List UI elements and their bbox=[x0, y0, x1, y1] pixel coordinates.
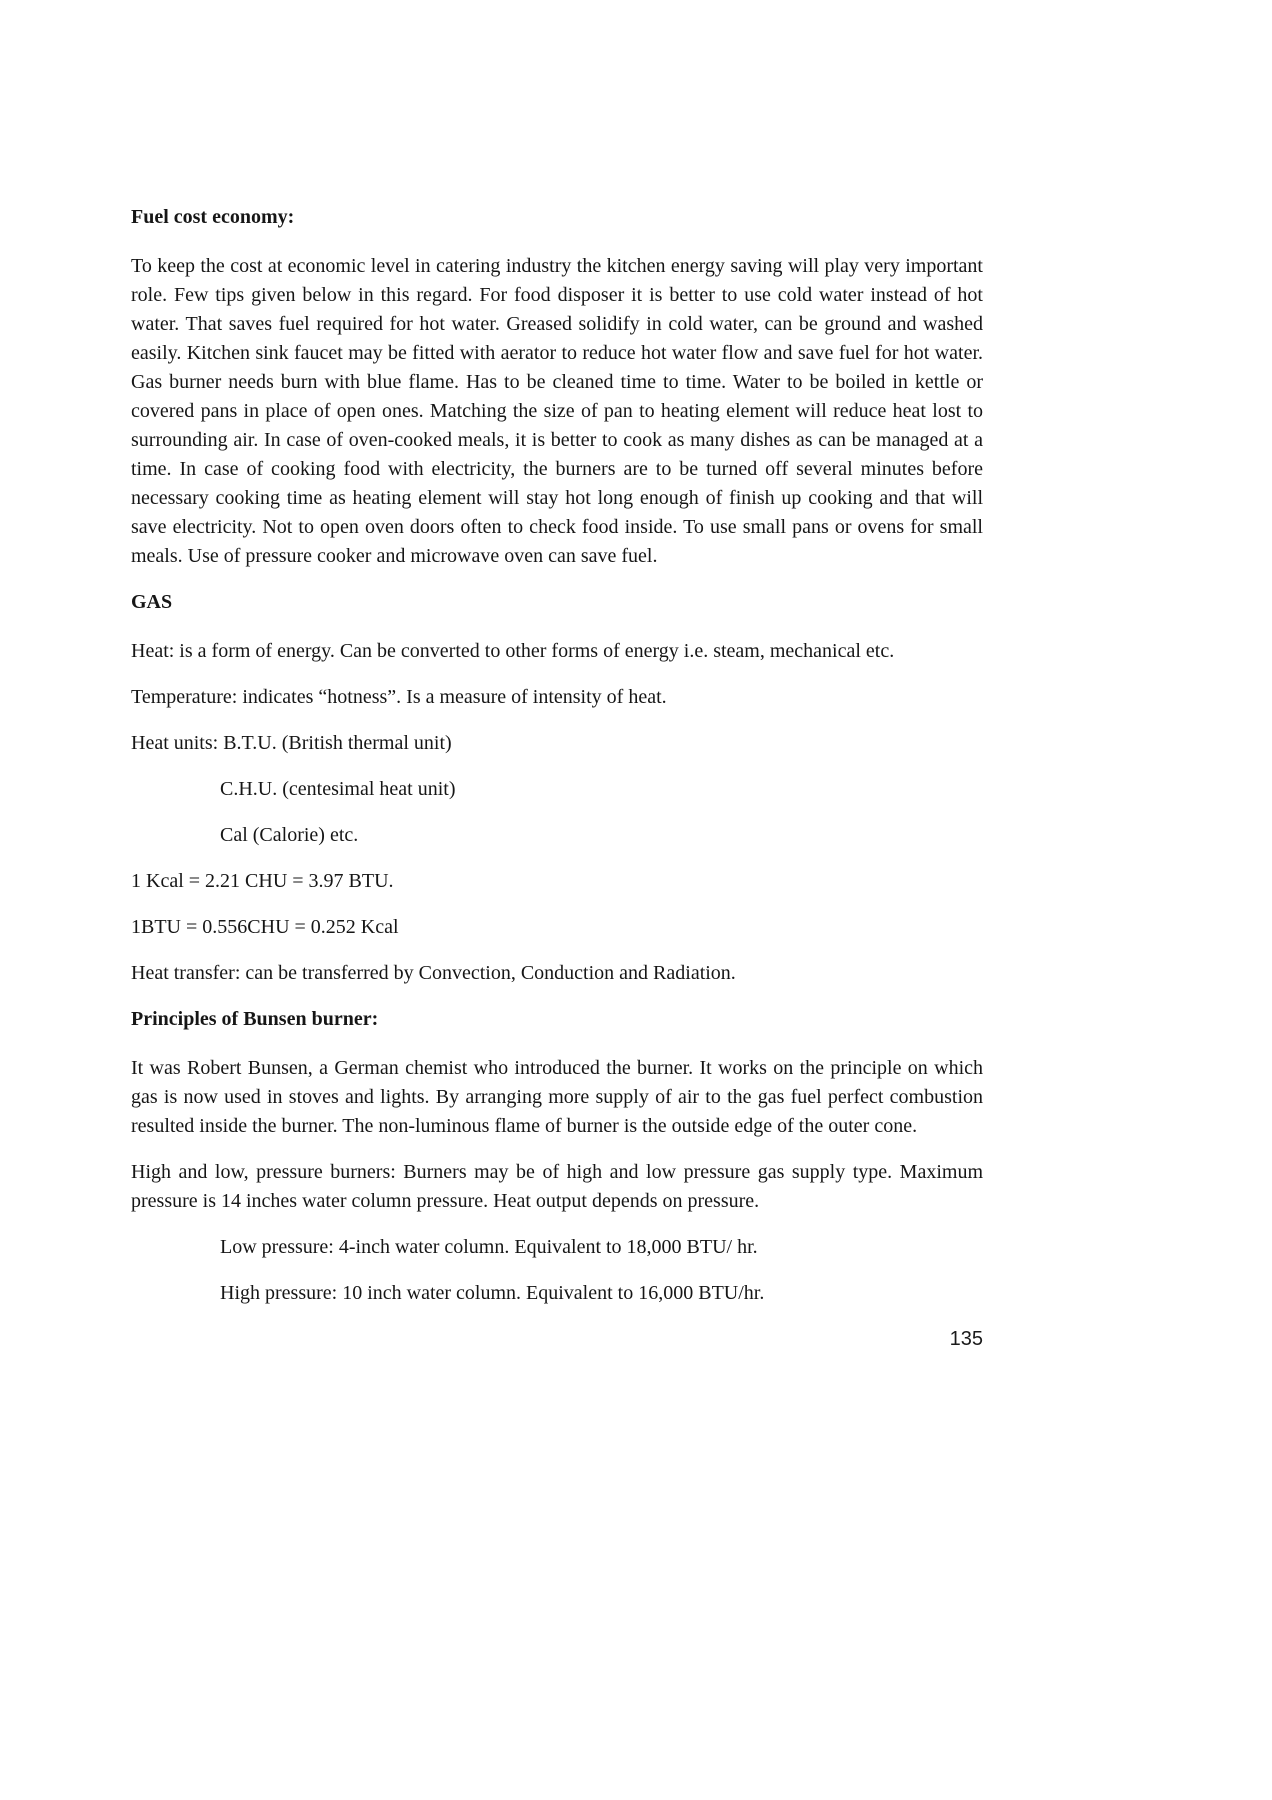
line-heat-units: Heat units: B.T.U. (British thermal unit) bbox=[131, 732, 452, 754]
line-heat-transfer: Heat transfer: can be transferred by Convection, Conduction and Radiation. bbox=[131, 962, 736, 984]
line-heat-definition: Heat: is a form of energy. Can be converted to other forms of energy i.e. steam, mechanical etc. bbox=[131, 640, 895, 662]
page-number: 135 bbox=[949, 1328, 983, 1350]
paragraph-pressure-burners: High and low, pressure burners: Burners may be of high and low pressure gas supply type. Maximum pressure is 14 inches water column pressure. Heat output depends on pressure. bbox=[131, 1161, 983, 1212]
line-btu-equation: 1BTU = 0.556CHU = 0.252 Kcal bbox=[131, 916, 399, 938]
heading-principles-bunsen-burner: Principles of Bunsen burner: bbox=[131, 1008, 379, 1030]
line-temperature-definition: Temperature: indicates “hotness”. Is a measure of intensity of heat. bbox=[131, 686, 667, 708]
paragraph-bunsen-burner: It was Robert Bunsen, a German chemist who introduced the burner. It works on the principle on which gas is now used in stoves and lights. By arranging more supply of air to the gas fuel perfect combustion resulted inside the burner. The non-luminous flame of burner is the outside edge of the outer cone. bbox=[131, 1057, 983, 1137]
page-content bbox=[131, 203, 983, 1371]
heading-fuel-cost-economy: Fuel cost economy: bbox=[131, 206, 295, 228]
line-kcal-equation: 1 Kcal = 2.21 CHU = 3.97 BTU. bbox=[131, 870, 394, 892]
line-cal-unit: Cal (Calorie) etc. bbox=[220, 824, 359, 846]
line-low-pressure: Low pressure: 4-inch water column. Equivalent to 18,000 BTU/ hr. bbox=[220, 1236, 758, 1258]
heading-gas: GAS bbox=[131, 591, 173, 613]
paragraph-fuel-cost-economy: To keep the cost at economic level in catering industry the kitchen energy saving will play very important role. Few tips given below in this regard. For food disposer it is better to use cold water instead of hot water. That saves fuel required for hot water. Greased solidify in cold water, can be ground and washed easily. Kitchen sink faucet may be fitted with aerator to reduce hot water flow and save fuel for hot water. Gas burner needs burn with blue flame. Has to be cleaned time to time. Water to be boiled in kettle or covered pans in place of open ones. Matching the size of pan to heating element will reduce heat lost to surrounding air. In case of oven-cooked meals, it is better to cook as many dishes as can be managed at a time. In case of cooking food with electricity, the burners are to be turned off several minutes before necessary cooking time as heating element will stay hot long enough of finish up cooking and that will save electricity. Not to open oven doors often to check food inside. To use small pans or ovens for small meals. Use of pressure cooker and microwave oven can save fuel. bbox=[131, 255, 983, 567]
line-high-pressure: High pressure: 10 inch water column. Equivalent to 16,000 BTU/hr. bbox=[220, 1282, 765, 1304]
line-chu-unit: C.H.U. (centesimal heat unit) bbox=[220, 778, 456, 800]
